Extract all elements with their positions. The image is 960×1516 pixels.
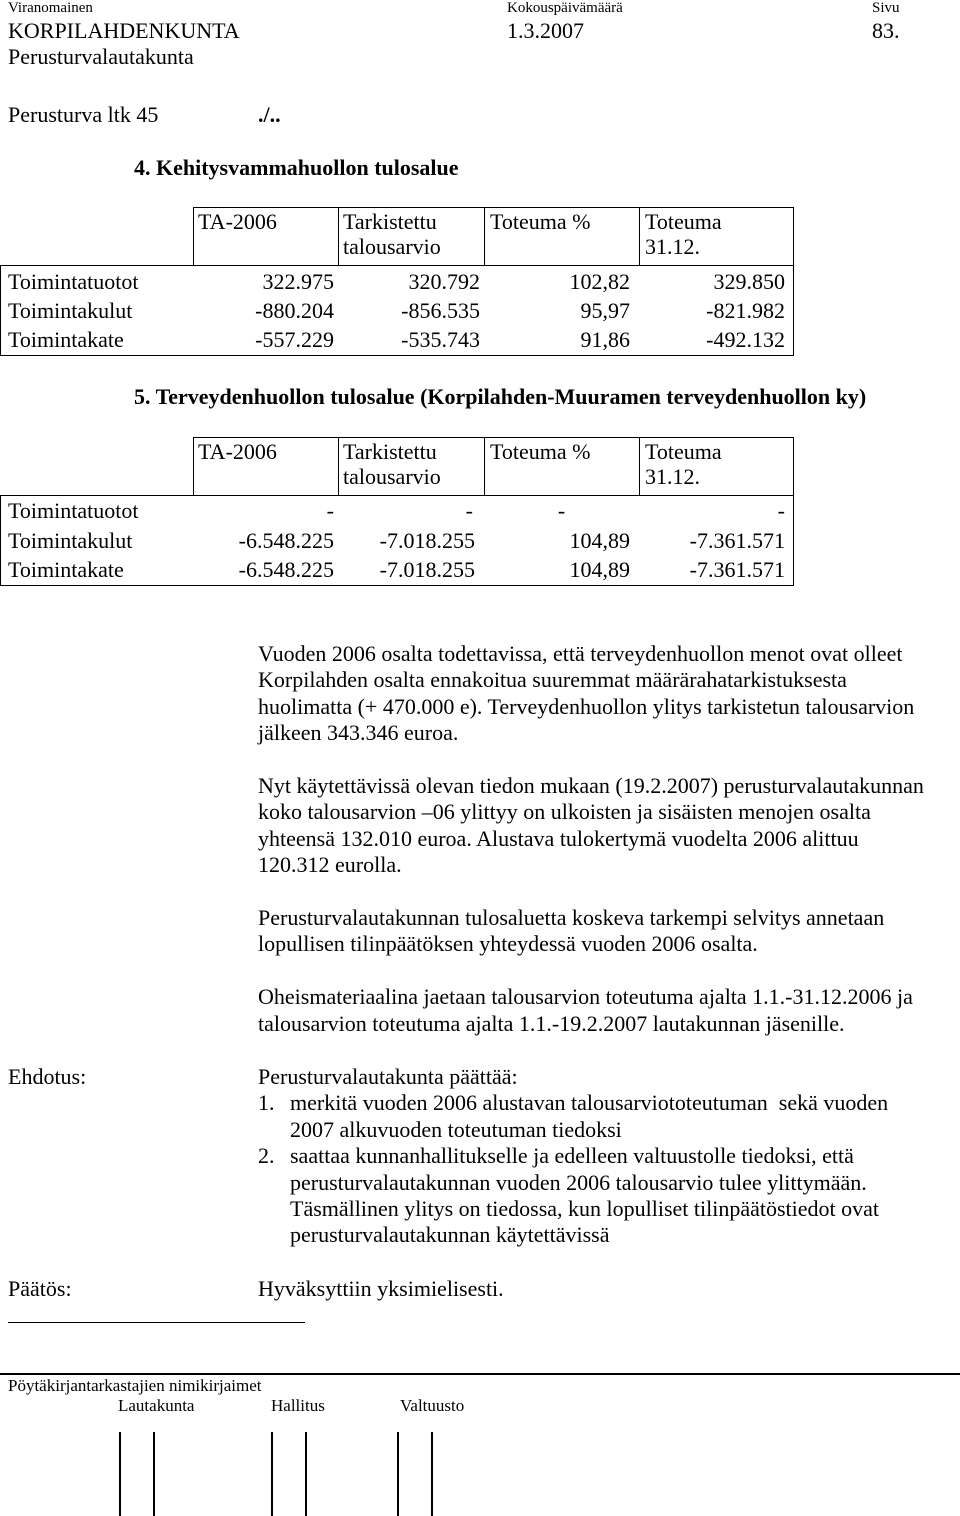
paragraph-line: Oheismateriaalina jaetaan talousarvion toteutuma ajalta 1.1.-31.12.2006 ja — [258, 984, 913, 1009]
header-board: Perusturvalautakunta — [8, 44, 194, 69]
table-cell: - — [777, 498, 785, 523]
list-line: 2007 alkuvuoden toteutuman tiedoksi — [290, 1117, 622, 1142]
table-column-divider — [639, 437, 640, 496]
table-cell: 104,89 — [569, 557, 630, 582]
column-header: Toteuma % — [490, 439, 591, 464]
row-label: Toimintakate — [8, 327, 124, 352]
proposal-intro: Perusturvalautakunta päättää: — [258, 1064, 518, 1089]
initials-box-line — [431, 1432, 433, 1516]
list-number: 1. — [258, 1090, 275, 1115]
table-cell: -821.982 — [706, 298, 785, 323]
initials-box-line — [397, 1432, 399, 1516]
column-header: TA-2006 — [198, 209, 277, 234]
paragraph-line: lopullisen tilinpäätöksen yhteydessä vuoden 2006 osalta. — [258, 931, 758, 956]
table-cell: - — [465, 498, 473, 523]
initials-box-line — [305, 1432, 307, 1516]
table-cell: -856.535 — [401, 298, 480, 323]
list-line: perusturvalautakunnan vuoden 2006 talousarvio tulee ylittymään. — [290, 1170, 867, 1195]
table-cell: 104,89 — [569, 528, 630, 553]
paragraph-line: 120.312 eurolla. — [258, 852, 402, 877]
results-table — [0, 437, 794, 586]
row-label: Toimintakulut — [8, 298, 133, 323]
list-line: perusturvalautakunnan käytettävissä — [290, 1222, 610, 1247]
table-cell: -7.361.571 — [689, 528, 785, 553]
list-line: Täsmällinen ylitys on tiedossa, kun lopulliset tilinpäätöstiedot ovat — [290, 1196, 880, 1221]
table-cell: - — [326, 498, 334, 523]
column-header: Tarkistettu talousarvio — [343, 439, 441, 489]
row-label: Toimintatuotot — [8, 498, 139, 523]
column-header: Toteuma 31.12. — [645, 209, 722, 259]
column-header: Toteuma % — [490, 209, 591, 234]
initials-box-line — [153, 1432, 155, 1516]
paragraph-line: koko talousarvion –06 ylittyy on ulkoisten ja sisäisten menojen osalta — [258, 799, 871, 824]
paragraph-line: talousarvion toteutuma ajalta 1.1.-19.2.2007 lautakunnan jäsenille. — [258, 1011, 845, 1036]
row-label: Toimintatuotot — [8, 269, 139, 294]
list-line: merkitä vuoden 2006 alustavan talousarviototeutuman sekä vuoden — [290, 1090, 889, 1115]
footer-column-label: Hallitus — [271, 1396, 325, 1415]
column-header: Toteuma 31.12. — [645, 439, 722, 489]
signature-line — [8, 1322, 305, 1323]
row-label: Toimintakulut — [8, 528, 133, 553]
table-column-divider — [484, 207, 485, 266]
list-line: saattaa kunnanhallitukselle ja edelleen valtuustolle tiedoksi, että — [290, 1143, 854, 1168]
header-page-number: 83. — [872, 18, 900, 43]
table-column-divider — [338, 437, 339, 496]
table-cell: - — [557, 498, 566, 523]
decision-text: Hyväksyttiin yksimielisesti. — [258, 1276, 504, 1301]
table-cell: 322.975 — [262, 269, 334, 294]
paragraph-line: Vuoden 2006 osalta todettavissa, että terveydenhuollon menot ovat olleet — [258, 641, 903, 666]
proposal-label: Ehdotus: — [8, 1064, 87, 1089]
table-cell: -6.548.225 — [238, 528, 334, 553]
paragraph-line: jälkeen 343.346 euroa. — [258, 720, 459, 745]
table-cell: 91,86 — [580, 327, 630, 352]
decision-label: Päätös: — [8, 1276, 72, 1301]
column-header: Tarkistettu talousarvio — [343, 209, 441, 259]
table-cell: -7.018.255 — [379, 528, 475, 553]
table-cell: 320.792 — [408, 269, 480, 294]
header-page-label: Sivu — [872, 0, 900, 16]
initials-box-line — [271, 1432, 273, 1516]
table-cell: 95,97 — [580, 298, 630, 323]
header-authority-label: Viranomainen — [8, 0, 93, 16]
results-table — [0, 207, 794, 356]
list-number: 2. — [258, 1143, 275, 1168]
header-authority: KORPILAHDENKUNTA — [8, 18, 240, 43]
table-cell: -880.204 — [255, 298, 334, 323]
reference-text: Perusturva ltk 45 — [8, 102, 159, 127]
table-cell: 102,82 — [569, 269, 630, 294]
paragraph-line: Nyt käytettävissä olevan tiedon mukaan (19.2.2007) perusturvalautakunnan — [258, 773, 924, 798]
row-label: Toimintakate — [8, 557, 124, 582]
paragraph-line: yhteensä 132.010 euroa. Alustava tulokertymä vuodelta 2006 alittuu — [258, 826, 859, 851]
table-column-divider — [338, 207, 339, 266]
table-cell: -535.743 — [401, 327, 480, 352]
section-title: 5. Terveydenhuollon tulosalue (Korpilahden-Muuramen terveydenhuollon ky) — [134, 384, 867, 409]
table-cell: -557.229 — [255, 327, 334, 352]
table-cell: -7.018.255 — [379, 557, 475, 582]
section-title: 4. Kehitysvammahuollon tulosalue — [134, 155, 459, 180]
continued-mark: ./.. — [258, 102, 281, 127]
table-column-divider — [484, 437, 485, 496]
paragraph-line: huolimatta (+ 470.000 e). Terveydenhuollon ylitys tarkistetun talousarvion — [258, 694, 915, 719]
header-date: 1.3.2007 — [507, 18, 584, 43]
table-cell: -6.548.225 — [238, 557, 334, 582]
footer-column-label: Lautakunta — [118, 1396, 195, 1415]
table-column-divider — [639, 207, 640, 266]
column-header: TA-2006 — [198, 439, 277, 464]
paragraph-line: Perusturvalautakunnan tulosaluetta koskeva tarkempi selvitys annetaan — [258, 905, 885, 930]
header-date-label: Kokouspäivämäärä — [507, 0, 623, 16]
footer-column-label: Valtuusto — [400, 1396, 465, 1415]
initials-box-line — [119, 1432, 121, 1516]
footer-initials-label: Pöytäkirjantarkastajien nimikirjaimet — [8, 1376, 262, 1395]
table-cell: 329.850 — [713, 269, 785, 294]
table-cell: -7.361.571 — [689, 557, 785, 582]
paragraph-line: Korpilahden osalta ennakoitua suuremmat määrärahatarkistuksesta — [258, 667, 847, 692]
table-cell: -492.132 — [706, 327, 785, 352]
footer-divider — [0, 1373, 960, 1375]
